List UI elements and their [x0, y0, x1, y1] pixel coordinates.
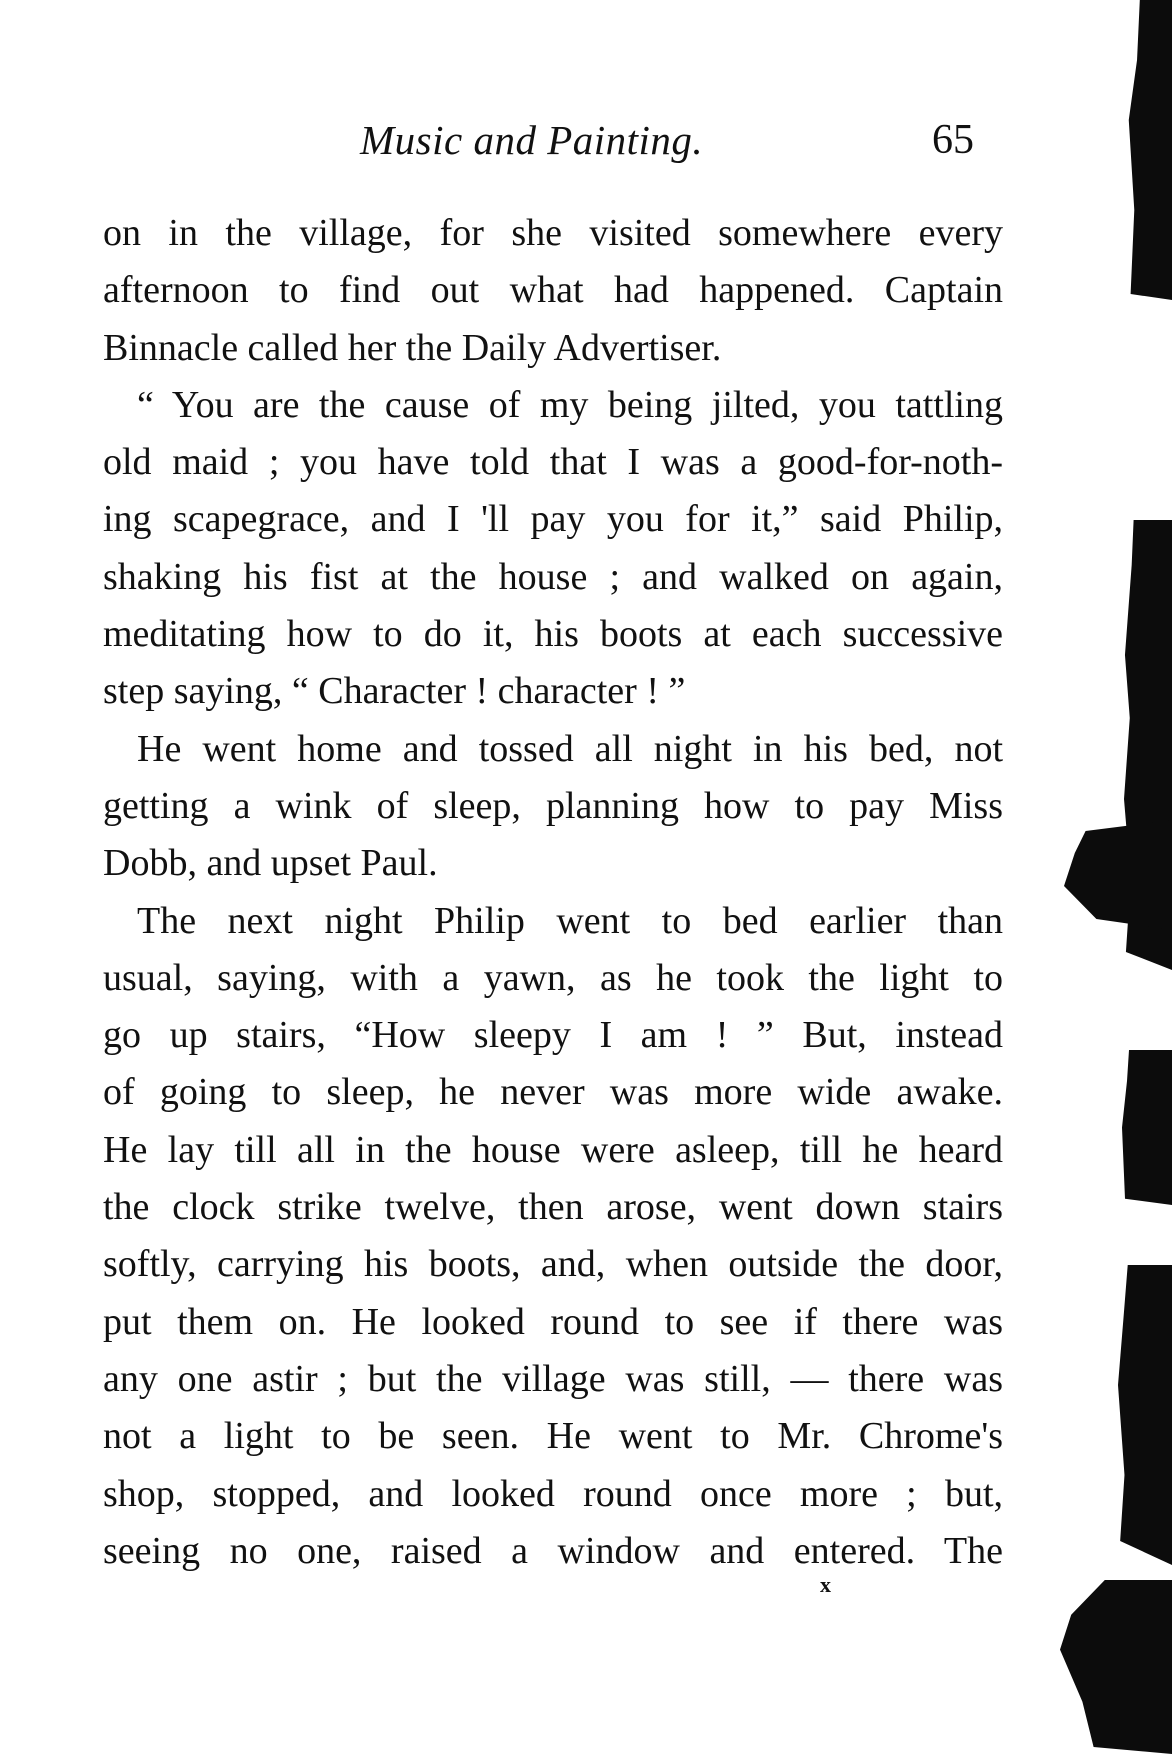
text-line: Dobb, and upset Paul.	[103, 842, 438, 885]
scan-edge-shadow	[1060, 1580, 1172, 1754]
text-line: softly, carrying his boots, and, when outside the door,	[103, 1243, 1003, 1286]
text-line: The next night Philip went to bed earlier than	[137, 899, 1003, 942]
scan-edge-shadow	[1064, 820, 1172, 930]
text-line: meditating how to do it, his boots at each successive	[103, 613, 1003, 656]
text-line: He lay till all in the house were asleep, till he heard	[103, 1128, 1003, 1171]
text-line: not a light to be seen. He went to Mr. Chrome's	[103, 1415, 1003, 1458]
text-line: go up stairs, “How sleepy I am ! ” But, instead	[103, 1014, 1003, 1057]
signature-mark: x	[820, 1572, 831, 1597]
text-line: afternoon to find out what had happened. Captain	[103, 269, 1003, 312]
scan-edge-shadow	[1118, 1265, 1172, 1565]
page-number: 65	[932, 117, 974, 163]
text-line: any one astir ; but the village was still, — there was	[103, 1357, 1003, 1400]
scan-edge-shadow	[1122, 1050, 1172, 1205]
text-line: the clock strike twelve, then arose, went down stairs	[103, 1186, 1003, 1229]
text-line: step saying, “ Character ! character ! ”	[103, 670, 686, 713]
text-line: getting a wink of sleep, planning how to pay Miss	[103, 784, 1003, 827]
text-line: of going to sleep, he never was more wide awake.	[103, 1071, 1003, 1114]
text-line: He went home and tossed all night in his bed, not	[137, 727, 1003, 770]
text-line: shop, stopped, and looked round once more ; but,	[103, 1472, 1003, 1515]
text-line: seeing no one, raised a window and entered. The	[103, 1529, 1003, 1572]
body-text	[103, 205, 1003, 1580]
running-head	[0, 108, 1172, 168]
text-line: ing scapegrace, and I 'll pay you for it,” said Philip,	[103, 498, 1003, 541]
text-line: old maid ; you have told that I was a good-for-noth-	[103, 441, 1003, 484]
text-line: put them on. He looked round to see if there was	[103, 1300, 1003, 1343]
scan-edge-shadow	[1126, 0, 1172, 300]
text-line: Binnacle called her the Daily Advertiser.	[103, 326, 722, 369]
running-title: Music and Painting.	[360, 117, 704, 163]
text-line: shaking his fist at the house ; and walked on again,	[103, 555, 1003, 598]
text-line: on in the village, for she visited somewhere every	[103, 212, 1003, 254]
text-line: “ You are the cause of my being jilted, you tattling	[137, 383, 1003, 426]
text-line: usual, saying, with a yawn, as he took the light to	[103, 956, 1003, 999]
